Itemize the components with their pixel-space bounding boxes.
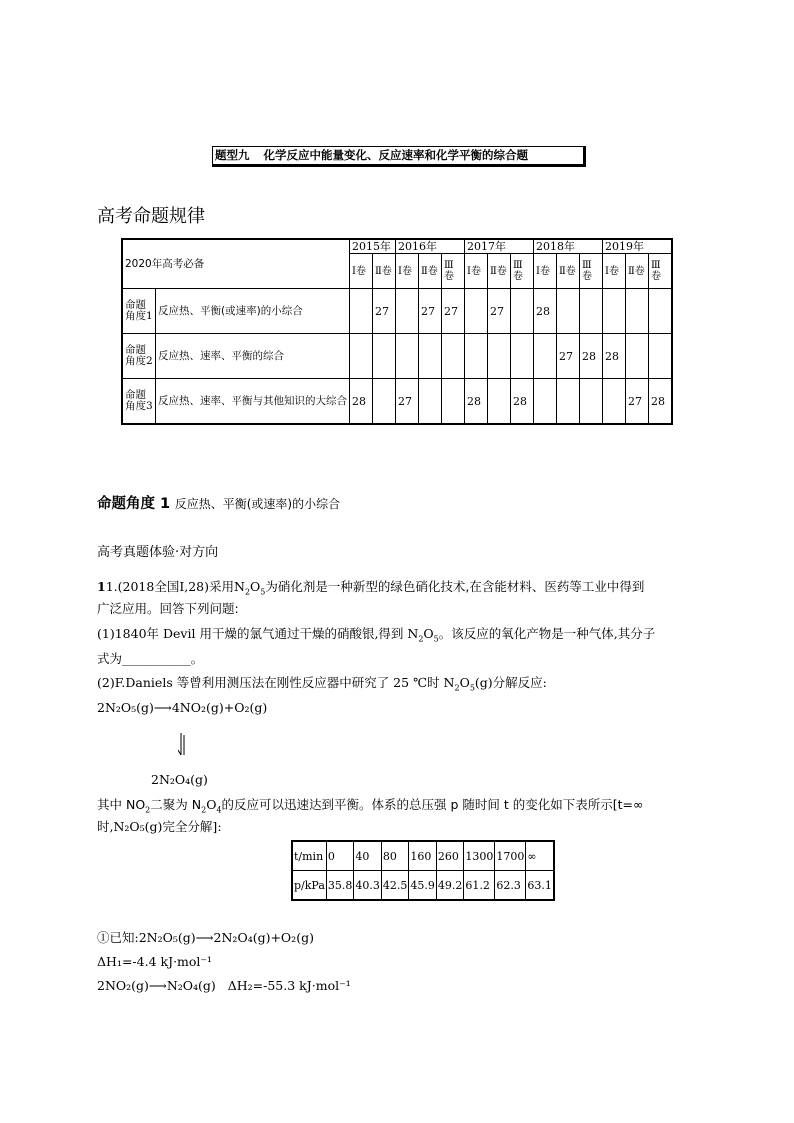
year-header: 2018年: [534, 239, 603, 254]
question-number-cell: 27: [626, 379, 649, 425]
volume-header: Ⅲ卷: [580, 254, 603, 289]
question-number-cell: [350, 334, 373, 379]
dimer-note-line2: 时,N₂O₅(g)完全分解]:: [97, 819, 222, 834]
question-part2: (2)F.Daniels 等曾利用测压法在刚性反应器中研究了 25 ℃时 $N_2O_5(g)$分解反应:: [97, 675, 547, 693]
question-number-cell: 28: [580, 334, 603, 379]
question-number-cell: [350, 289, 373, 334]
volume-header: Ⅰ卷: [465, 254, 488, 289]
table-row: [122, 289, 672, 334]
topic-banner: [212, 146, 586, 167]
question-part1: (1)1840年 Devil 用干燥的氯气通过干燥的硝酸银,得到 $N_2O_5$。该反应的氧化产物是一种气体,其分子: [97, 626, 656, 644]
question-number-cell: [442, 334, 465, 379]
equilibrium-arrow-icon: [178, 733, 186, 753]
question-number-cell: 28: [534, 289, 557, 334]
section-title: 高考命题规律: [97, 206, 205, 227]
question-number-cell: [580, 379, 603, 425]
pressure-value: 40.3: [354, 871, 382, 901]
question-number-cell: 28: [350, 379, 373, 425]
known-equation: ①已知:2N₂O₅(g)⟶2N₂O₄(g)+O₂(g): [97, 930, 314, 945]
question-number-cell: [373, 334, 396, 379]
question-number-cell: 28: [465, 379, 488, 425]
year-header: 2017年: [465, 239, 534, 254]
topic-cell: 反应热、速率、平衡与其他知识的大综合: [156, 379, 350, 425]
volume-header: Ⅰ卷: [350, 254, 373, 289]
pressure-value: 35.8: [326, 871, 354, 901]
question-number-cell: [580, 289, 603, 334]
volume-header: Ⅱ卷: [557, 254, 580, 289]
time-value: 1300: [464, 841, 495, 871]
year-header: 2015年: [350, 239, 396, 254]
question-number-cell: 28: [511, 379, 534, 425]
question-number-cell: [465, 334, 488, 379]
question-number-cell: 28: [649, 379, 673, 425]
volume-header: Ⅱ卷: [373, 254, 396, 289]
volume-header: Ⅱ卷: [488, 254, 511, 289]
question-number-cell: [534, 379, 557, 425]
volume-header: Ⅰ卷: [396, 254, 419, 289]
volume-header: Ⅲ卷: [442, 254, 465, 289]
pressure-value: 62.3: [495, 871, 526, 901]
question-number-cell: [511, 334, 534, 379]
question-number-cell: [488, 379, 511, 425]
topic-cell: 反应热、平衡(或速率)的小综合: [156, 289, 350, 334]
angle-label: 命题角度3: [122, 379, 156, 425]
banner-title: 化学反应中能量变化、反应速率和化学平衡的综合题: [263, 148, 528, 162]
pressure-table: [291, 840, 555, 901]
table-row: [122, 334, 672, 379]
dimer-product: 2N₂O₄(g): [151, 772, 208, 787]
question-intro-line2: 广泛应用。回答下列问题:: [97, 601, 239, 616]
time-value: 260: [436, 841, 464, 871]
volume-header: Ⅱ卷: [626, 254, 649, 289]
pressure-value: 63.1: [526, 871, 554, 901]
angle-title: 反应热、平衡(或速率)的小综合: [174, 497, 341, 511]
question-part1-line2: 式为___________。: [97, 651, 204, 666]
question-number-cell: [603, 289, 626, 334]
time-value: 160: [409, 841, 437, 871]
question-number-cell: [557, 289, 580, 334]
volume-header: Ⅰ卷: [534, 254, 557, 289]
table-row: [122, 379, 672, 425]
volume-header: Ⅰ卷: [603, 254, 626, 289]
dimer-note: 其中 $NO_2$二聚为 $N_2O_4$的反应可以迅速达到平衡。体系的总压强 p 随时间 t 的变化如下表所示[t=∞: [97, 797, 644, 815]
enthalpy-1: ΔH₁=-4.4 kJ·mol⁻¹: [97, 954, 213, 969]
pressure-value: 61.2: [464, 871, 495, 901]
question-number-cell: [626, 289, 649, 334]
question-number-cell: [396, 289, 419, 334]
question-number-cell: [419, 379, 442, 425]
topic-cell: 反应热、速率、平衡的综合: [156, 334, 350, 379]
question-number-cell: 27: [557, 334, 580, 379]
banner-label: 题型九: [215, 148, 250, 162]
pressure-value: 42.5: [381, 871, 409, 901]
subheading: 高考真题体验·对方向: [97, 545, 219, 560]
volume-header: Ⅲ卷: [511, 254, 534, 289]
question-number-cell: [465, 289, 488, 334]
angle-prefix: 命题角度 1: [97, 496, 171, 512]
question-number-cell: [488, 334, 511, 379]
question-number-cell: [396, 334, 419, 379]
time-value: ∞: [526, 841, 554, 871]
question-number-cell: 27: [373, 289, 396, 334]
question-number-cell: [626, 334, 649, 379]
angle-heading: [97, 492, 340, 513]
question-number-cell: 27: [488, 289, 511, 334]
exam-plan-table: [121, 238, 673, 425]
reaction-equation: 2N₂O₅(g)⟶4NO₂(g)+O₂(g): [97, 700, 268, 715]
time-value: 0: [326, 841, 354, 871]
angle-label: 命题角度1: [122, 289, 156, 334]
pressure-value: 49.2: [436, 871, 464, 901]
question-number-cell: 27: [396, 379, 419, 425]
question-number-cell: [511, 289, 534, 334]
question-number-cell: [649, 289, 673, 334]
time-value: 1700: [495, 841, 526, 871]
year-header: 2019年: [603, 239, 673, 254]
question-number-cell: [442, 379, 465, 425]
time-value: 80: [381, 841, 409, 871]
question-number-cell: [534, 334, 557, 379]
question-number-cell: [419, 334, 442, 379]
table-corner: 2020年高考必备: [122, 239, 350, 289]
angle-label: 命题角度2: [122, 334, 156, 379]
time-value: 40: [354, 841, 382, 871]
question-number-cell: [373, 379, 396, 425]
year-header: 2016年: [396, 239, 465, 254]
question-number-cell: 27: [442, 289, 465, 334]
pressure-label: p/kPa: [292, 871, 326, 901]
question-number-cell: [603, 379, 626, 425]
question-number-cell: 28: [603, 334, 626, 379]
question-number-cell: [557, 379, 580, 425]
volume-header: Ⅱ卷: [419, 254, 442, 289]
question-number-cell: [649, 334, 673, 379]
known-equation-2: 2NO₂(g)⟶N₂O₄(g) ΔH₂=-55.3 kJ·mol⁻¹: [97, 978, 351, 993]
volume-header: Ⅲ卷: [649, 254, 673, 289]
question-number-cell: 27: [419, 289, 442, 334]
question-intro: 11.(2018全国Ⅰ,28)采用$N_2O_5$为硝化剂是一种新型的绿色硝化技术,在含能材料、医药等工业中得到: [97, 579, 645, 597]
pressure-value: 45.9: [409, 871, 437, 901]
time-label: t/min: [292, 841, 326, 871]
